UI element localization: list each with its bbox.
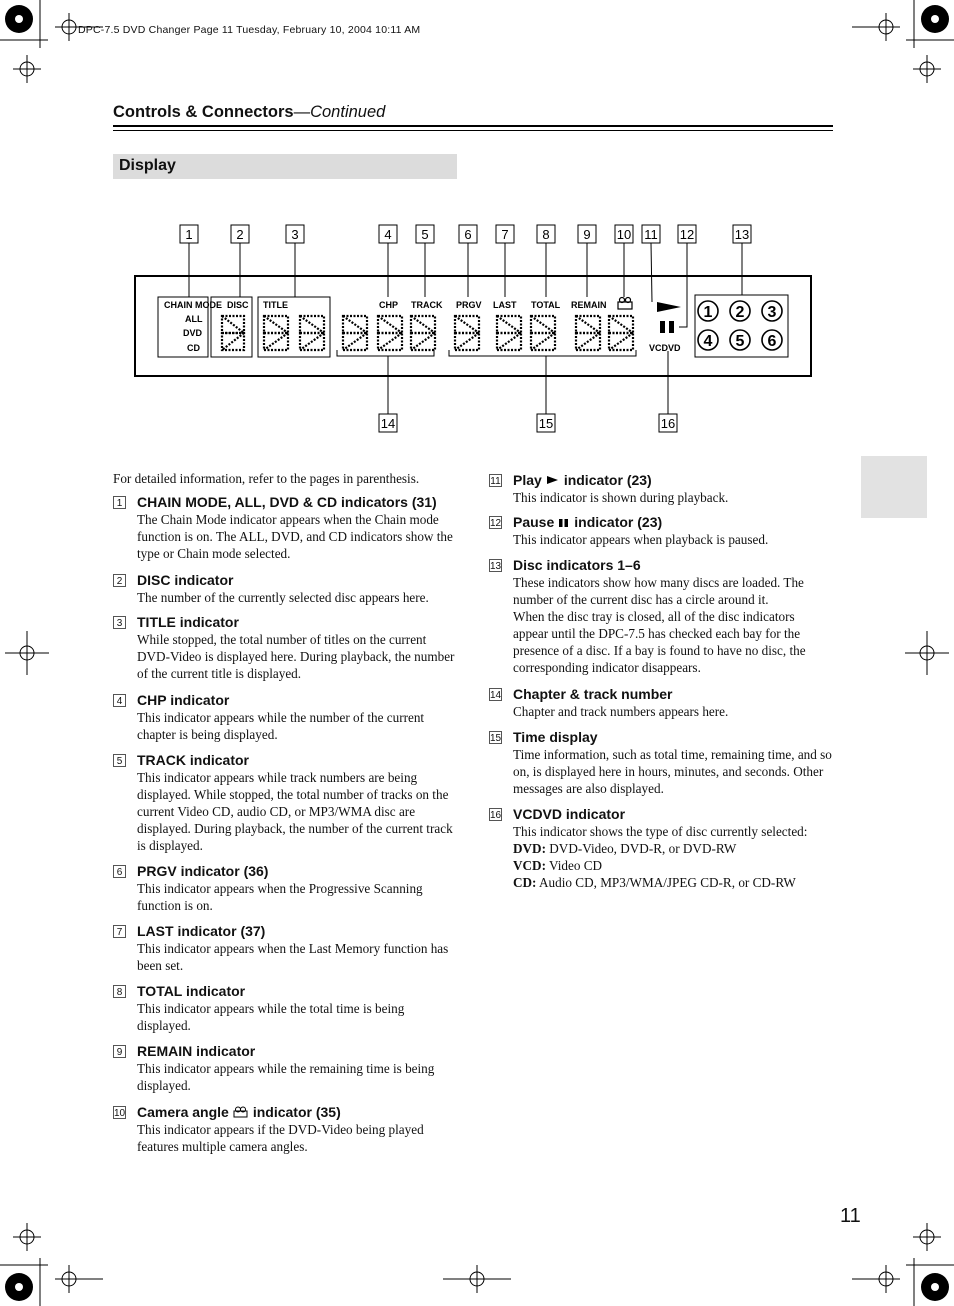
callout-label: 3 [291, 227, 299, 242]
remain-label: REMAIN [571, 300, 607, 310]
disc-number: 4 [703, 333, 713, 350]
callout-7 [496, 225, 514, 243]
item-number: 7 [113, 925, 126, 938]
cd-label: CD [187, 343, 200, 353]
item-10 [114, 1103, 457, 1155]
disc-number: 3 [767, 304, 777, 321]
item-13 [490, 556, 833, 676]
callout-15 [537, 414, 555, 432]
dvd-label: DVD [183, 328, 203, 338]
callout-16 [659, 414, 677, 432]
disc-number: 5 [735, 333, 745, 350]
camera-angle-icon [618, 298, 632, 310]
disc-label: DISC [227, 300, 249, 310]
item-number: 13 [490, 560, 502, 572]
item-number: 2 [113, 574, 126, 587]
item-title: VCDVD indicator [513, 806, 626, 822]
item-title: CHP indicator [137, 692, 230, 708]
chapter-track-digit [378, 316, 402, 350]
callout-label: 1 [185, 227, 193, 242]
camera-angle-icon [233, 1106, 249, 1118]
item-description: This indicator appears while track numbers are being displayed. While stopped, the total number of tracks on the current Video CD, audio CD, or MP3/WMA disc are displayed. During playback, the number of the current track is displayed. [137, 770, 453, 853]
total-label: TOTAL [531, 300, 561, 310]
section-title: Display [119, 157, 176, 174]
item-title: TOTAL indicator [137, 983, 246, 999]
disc-number: 1 [703, 304, 713, 321]
pause-icon [558, 516, 570, 528]
item-title: REMAIN indicator [137, 1043, 256, 1059]
item-title: Disc indicators 1–6 [513, 557, 641, 573]
item-title: Time display [513, 729, 598, 745]
callout-label: 12 [679, 227, 695, 242]
item-description: This indicator shows the type of disc currently selected: [513, 824, 808, 839]
disc-indicator-5 [730, 330, 750, 350]
item-description: This indicator appears while the remaining time is being displayed. [137, 1061, 435, 1093]
callout-label: 9 [583, 227, 591, 242]
time-digit [531, 316, 555, 350]
item-number: 1 [113, 496, 126, 509]
item-number: 3 [113, 616, 126, 629]
callout-label: 11 [644, 227, 658, 242]
item-5 [116, 751, 457, 854]
callout-label: 8 [542, 227, 550, 242]
disc-indicator-6 [762, 330, 782, 350]
disc-indicator-2 [730, 301, 750, 321]
track-label: TRACK [411, 300, 443, 310]
item-description: While stopped, the total number of titles on the current DVD-Video is displayed here. During playback, the number of the current title is displayed. [137, 632, 455, 681]
callout-8 [537, 225, 555, 243]
prgv-label: PRGV [456, 300, 482, 310]
title-label: TITLE [263, 300, 288, 310]
item-title-suffix: indicator (23) [574, 514, 663, 530]
item-description: This indicator appears when the Last Memory function has been set. [137, 941, 449, 973]
item-number: 16 [490, 809, 502, 821]
item-description: This indicator appears when playback is paused. [513, 532, 769, 547]
item-title-suffix: indicator (35) [252, 1104, 341, 1120]
item-title: DISC indicator [137, 572, 234, 588]
item-number: 11 [490, 475, 501, 487]
item-15 [490, 728, 833, 797]
disc-indicator-4 [698, 330, 718, 350]
disc-type-line [513, 874, 833, 891]
callout-4 [379, 225, 397, 243]
play-icon [657, 302, 681, 312]
callout-5 [416, 225, 434, 243]
item-3 [116, 613, 457, 682]
callout-1 [180, 225, 198, 243]
callout-label: 2 [236, 227, 244, 242]
print-line: DPC-7.5 DVD Changer Page 11 Tuesday, February 10, 2004 10:11 AM [78, 24, 421, 36]
callout-label: 15 [538, 416, 554, 431]
item-11 [490, 471, 833, 506]
callout-6 [459, 225, 477, 243]
chapter-track-digit [411, 316, 435, 350]
item-8 [116, 982, 457, 1034]
callout-14 [379, 414, 397, 432]
header-continued: —Continued [293, 103, 386, 121]
item-description: This indicator appears while the number of the current chapter is being displayed. [137, 710, 425, 742]
item-description: Time information, such as total time, remaining time, and so on, is displayed here in hours, minutes, and seconds. Other messages are also displayed. [513, 747, 832, 796]
item-title: Camera angle [137, 1104, 229, 1120]
time-digit [609, 316, 633, 350]
callout-12 [678, 225, 696, 243]
callout-label: 10 [616, 227, 632, 242]
header-title: Controls & Connectors [113, 103, 294, 121]
vcdvd-label: VCDVD [649, 343, 681, 353]
callout-10 [615, 225, 633, 243]
callout-2 [231, 225, 249, 243]
time-digit [576, 316, 600, 350]
item-title: LAST indicator (37) [137, 923, 266, 939]
disc-type-key: DVD: [513, 841, 546, 856]
item-description-more: When the disc tray is closed, all of the disc indicators appear until the DPC-7.5 has checked each bay for the presence of a disc. If a bay is found to have no disc, the corresponding indicator disappears. [513, 609, 806, 675]
callout-label: 4 [384, 227, 392, 242]
disc-type-value: Audio CD, MP3/WMA/JPEG CD-R, or CD-RW [536, 875, 796, 890]
item-number: 6 [113, 865, 126, 878]
item-description: This indicator is shown during playback. [513, 490, 729, 505]
pause-icon [660, 321, 674, 333]
disc-type-key: VCD: [513, 858, 546, 873]
disc-type-line [513, 840, 833, 857]
item-14 [490, 685, 833, 720]
item-number: 12 [490, 517, 502, 529]
item-description: These indicators show how many discs are loaded. The number of the current disc has a circle around it. [513, 575, 804, 607]
disc-type-line [513, 857, 833, 874]
disc-digit [222, 316, 244, 350]
item-description: This indicator appears when the Progressive Scanning function is on. [137, 881, 423, 913]
chapter-track-digit [343, 316, 367, 350]
disc-type-key: CD: [513, 875, 537, 890]
callout-13 [733, 225, 751, 243]
callout-3 [286, 225, 304, 243]
item-description: This indicator appears while the total time is being displayed. [137, 1001, 405, 1033]
item-number: 8 [113, 985, 126, 998]
item-title: Pause [513, 514, 555, 530]
all-label: ALL [185, 314, 203, 324]
page-number: 11 [840, 1205, 861, 1227]
time-digit [455, 316, 479, 350]
item-title: CHAIN MODE, ALL, DVD & CD indicators (31) [137, 494, 437, 510]
disc-type-value: DVD-Video, DVD-R, or DVD-RW [545, 841, 737, 856]
item-title: Chapter & track number [513, 686, 673, 702]
item-description: This indicator appears if the DVD-Video being played features multiple camera angles. [137, 1122, 424, 1154]
item-number: 4 [113, 694, 126, 707]
callout-label: 16 [660, 416, 676, 431]
item-title: PRGV indicator (36) [137, 863, 269, 879]
callout-label: 14 [380, 416, 396, 431]
item-title-suffix: indicator (23) [563, 472, 652, 488]
item-2 [116, 571, 457, 606]
item-description: Chapter and track numbers appears here. [513, 704, 729, 719]
callout-label: 6 [464, 227, 472, 242]
disc-type-value: Video CD [545, 858, 603, 873]
play-icon [546, 474, 560, 486]
item-number: 10 [114, 1107, 126, 1119]
title-digit [300, 316, 324, 350]
disc-indicator-3 [762, 301, 782, 321]
callout-11 [642, 225, 660, 243]
callout-label: 13 [734, 227, 750, 242]
callout-label: 5 [421, 227, 429, 242]
display-diagram [0, 0, 954, 440]
item-7 [116, 922, 457, 974]
item-description: The number of the currently selected disc appears here. [137, 590, 429, 605]
item-16 [490, 805, 833, 891]
disc-indicator-1 [698, 301, 718, 321]
disc-number: 6 [767, 333, 777, 350]
item-12 [490, 513, 833, 548]
title-digit [264, 316, 288, 350]
item-title: TITLE indicator [137, 614, 239, 630]
item-number: 14 [490, 689, 502, 701]
callout-label: 7 [501, 227, 509, 242]
side-tab [861, 456, 927, 518]
item-number: 15 [490, 732, 502, 744]
item-number: 5 [113, 754, 126, 767]
last-label: LAST [493, 300, 517, 310]
item-number: 9 [113, 1045, 126, 1058]
item-6 [116, 862, 457, 914]
chain-mode-label: CHAIN MODE [164, 300, 222, 310]
time-digit [497, 316, 521, 350]
intro-text: For detailed information, refer to the pages in parenthesis. [113, 471, 420, 486]
item-4 [116, 691, 457, 743]
chp-label: CHP [379, 300, 399, 310]
callout-9 [578, 225, 596, 243]
item-9 [116, 1042, 457, 1094]
item-title: Play [513, 472, 542, 488]
item-1 [116, 493, 457, 562]
item-description: The Chain Mode indicator appears when the Chain mode function is on. The ALL, DVD, and CD indicators show the type or Chain mode selected. [137, 512, 453, 561]
disc-number: 2 [735, 304, 745, 321]
item-title: TRACK indicator [137, 752, 249, 768]
